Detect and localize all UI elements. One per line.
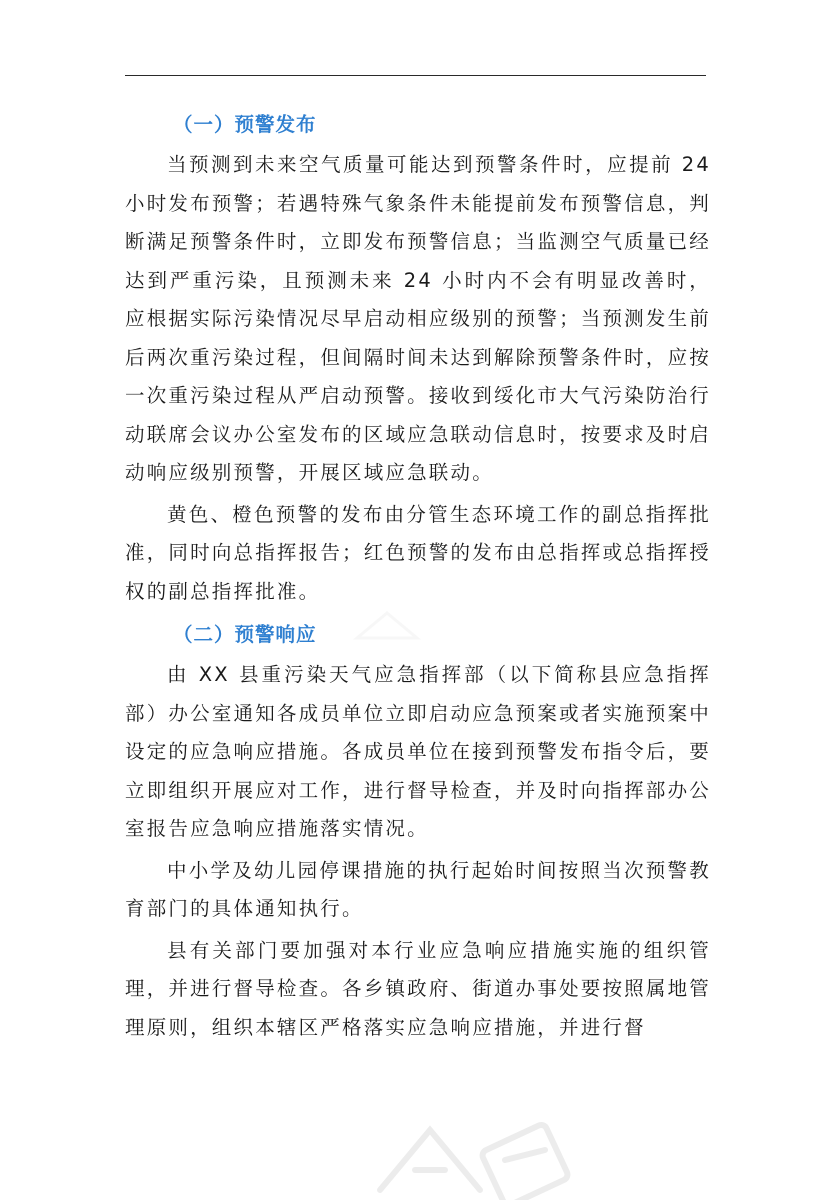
document-body [125,104,711,1047]
watermark-logo-icon [360,1040,580,1200]
watermark-icon [352,608,422,648]
section-heading-warning-release: （一）预警发布 [173,113,317,136]
paragraph: 黄色、橙色预警的发布由分管生态环境工作的副总指挥批准，同时向总指挥报告；红色预警的发布由总指挥或总指挥授权的副总指挥批准。 [125,502,711,603]
paragraph: 县有关部门要加强对本行业应急响应措施实施的组织管理，并进行督导检查。各乡镇政府、街道办事处要按照属地管理原则，组织本辖区严格落实应急响应措施，并进行督 [125,938,711,1039]
header-rule [125,75,706,76]
section-heading-warning-response: （二）预警响应 [173,623,317,646]
paragraph: 中小学及幼儿园停课措施的执行起始时间按照当次预警教育部门的具体通知执行。 [125,858,711,920]
paragraph: 由 XX 县重污染天气应急指挥部（以下简称县应急指挥部）办公室通知各成员单位立即启动应急预案或者实施预案中设定的应急响应措施。各成员单位在接到预警发布指令后，要立即组织开展应对工作，进行督导检查，并及时向指挥部办公室报告应急响应措施落实情况。 [125,663,711,840]
paragraph: 当预测到未来空气质量可能达到预警条件时，应提前 24 小时发布预警；若遇特殊气象条件未能提前发布预警信息，判断满足预警条件时，立即发布预警信息；当监测空气质量已经达到严重污染，且预测未来 24 小时内不会有明显改善时，应根据实际污染情况尽早启动相应级别的预警；当预测发生前后两次重污染过程，但间隔时间未达到解除预警条件时，应按一次重污染过程从严启动预警。接收到绥化市大气污染防治行动联席会议办公室发布的区域应急联动信息时，按要求及时启动响应级别预警，开展区域应急联动。 [125,153,711,484]
